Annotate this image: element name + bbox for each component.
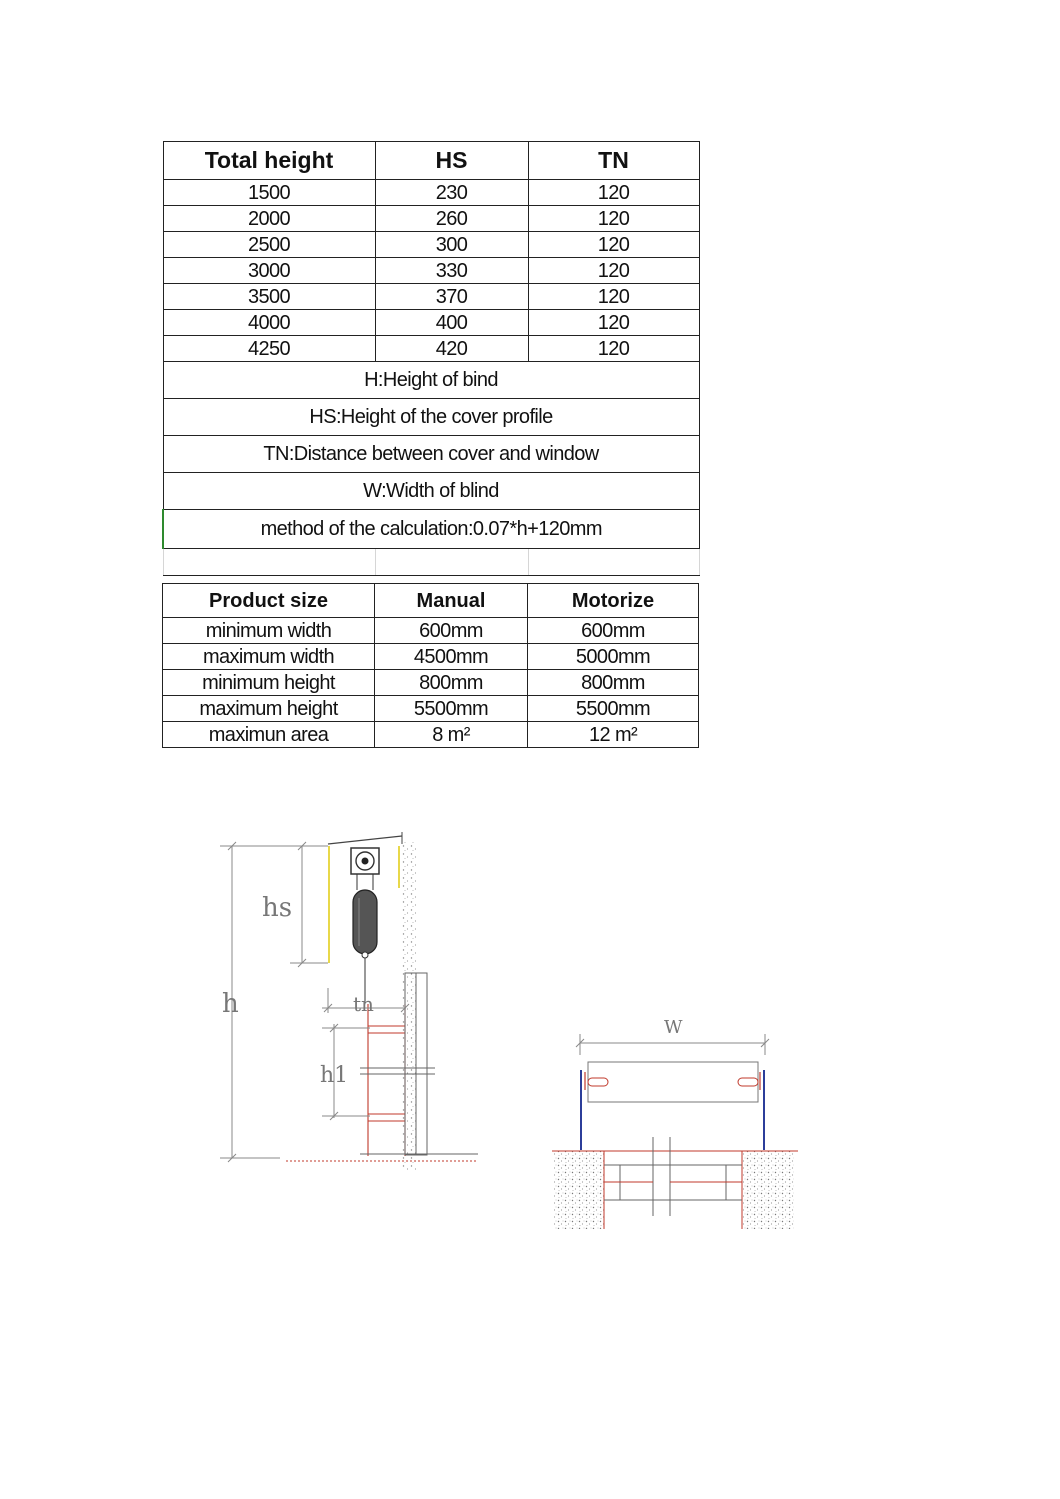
table-cell: 800mm — [375, 670, 528, 696]
note-width-of-blind: W:Width of blind — [163, 473, 699, 510]
table-cell: 120 — [528, 336, 699, 362]
table-cell: 5000mm — [528, 644, 699, 670]
table-cell: 600mm — [528, 618, 699, 644]
table-row — [163, 258, 699, 284]
height-table — [162, 141, 700, 576]
table-cell: 400 — [375, 310, 528, 336]
note-row — [163, 362, 699, 399]
wall-section — [552, 1151, 798, 1229]
table-cell: maximun area — [163, 722, 375, 748]
table-cell: 120 — [528, 232, 699, 258]
label-h1: h1 — [320, 1063, 349, 1088]
table-row — [163, 206, 699, 232]
table-cell: 120 — [528, 180, 699, 206]
dimension-hs — [290, 842, 328, 967]
header-cell: Motorize — [528, 584, 699, 618]
table-cell: 370 — [375, 284, 528, 310]
blind-roll — [353, 890, 377, 954]
table-row — [163, 618, 699, 644]
table-cell: 4000 — [163, 310, 375, 336]
ceiling-line — [328, 836, 402, 844]
table-cell: 120 — [528, 284, 699, 310]
table-cell: 330 — [375, 258, 528, 284]
blind-body — [588, 1062, 758, 1102]
table-cell: 120 — [528, 206, 699, 232]
table-cell: 300 — [375, 232, 528, 258]
blank-cell — [528, 549, 699, 576]
table-cell: 12 m² — [528, 722, 699, 748]
table-row — [163, 310, 699, 336]
table-cell: minimum height — [163, 670, 375, 696]
header-cell: TN — [528, 142, 699, 180]
header-cell: Total height — [163, 142, 375, 180]
table-row — [163, 180, 699, 206]
table-cell: 600mm — [375, 618, 528, 644]
window-frame-front — [604, 1137, 742, 1216]
table-cell: 5500mm — [528, 696, 699, 722]
table-cell: 260 — [375, 206, 528, 232]
table-cell: 120 — [528, 310, 699, 336]
blank-cell — [163, 549, 375, 576]
front-section-drawing — [550, 1010, 800, 1232]
table-cell: maximum height — [163, 696, 375, 722]
table-cell: 2500 — [163, 232, 375, 258]
table-row — [163, 644, 699, 670]
table-cell: 1500 — [163, 180, 375, 206]
note-row — [163, 436, 699, 473]
table-header-row — [163, 142, 699, 180]
header-cell: Product size — [163, 584, 375, 618]
table-cell: 8 m² — [375, 722, 528, 748]
table-row — [163, 722, 699, 748]
window-frame — [286, 1004, 478, 1161]
table-row — [163, 336, 699, 362]
table-cell: 2000 — [163, 206, 375, 232]
table-cell: 3000 — [163, 258, 375, 284]
table-header-row — [163, 584, 699, 618]
note-calculation-method: method of the calculation:0.07*h+120mm — [163, 510, 699, 549]
label-hs: hs — [262, 893, 293, 923]
table-cell: 4250 — [163, 336, 375, 362]
table-cell: maximum width — [163, 644, 375, 670]
table-cell: 3500 — [163, 284, 375, 310]
blank-row — [163, 549, 699, 576]
table-cell: 120 — [528, 258, 699, 284]
product-size-table — [162, 583, 699, 748]
note-row — [163, 399, 699, 436]
window-profile — [360, 973, 478, 1155]
table-cell: minimum width — [163, 618, 375, 644]
table-cell: 420 — [375, 336, 528, 362]
blank-cell — [375, 549, 528, 576]
header-cell: HS — [375, 142, 528, 180]
table-cell: 4500mm — [375, 644, 528, 670]
header-cell: Manual — [375, 584, 528, 618]
side-section-drawing — [210, 828, 490, 1173]
table-cell: 800mm — [528, 670, 699, 696]
label-tn: tn — [353, 992, 374, 1016]
table-cell: 230 — [375, 180, 528, 206]
table-row — [163, 670, 699, 696]
table-cell: 5500mm — [375, 696, 528, 722]
note-cover-profile-height: HS:Height of the cover profile — [163, 399, 699, 436]
table-row — [163, 696, 699, 722]
table-row — [163, 284, 699, 310]
label-w: W — [664, 1017, 683, 1038]
label-h: h — [222, 989, 239, 1019]
note-cover-window-distance: TN:Distance between cover and window — [163, 436, 699, 473]
note-row — [163, 510, 699, 549]
note-row — [163, 473, 699, 510]
note-height-of-blind: H:Height of bind — [163, 362, 699, 399]
table-row — [163, 232, 699, 258]
